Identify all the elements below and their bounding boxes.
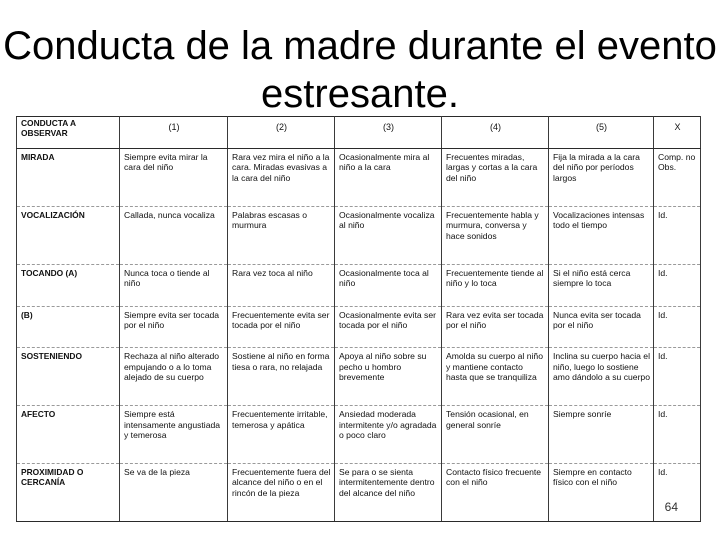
table-cell: Fija la mirada a la cara del niño por períodos largos [549, 149, 654, 207]
observation-table [16, 116, 701, 522]
table-row [17, 264, 701, 306]
header-behavior: CONDUCTA A OBSERVAR [17, 117, 120, 149]
header-col-4: (4) [442, 117, 549, 149]
table-cell: Rara vez evita ser tocada por el niño [442, 306, 549, 348]
table-cell: Ocasionalmente toca al niño [335, 264, 442, 306]
table-cell: Sostiene al niño en forma tiesa o rara, no relajada [228, 348, 335, 406]
header-col-2: (2) [228, 117, 335, 149]
table-row [17, 464, 701, 522]
table-cell: Ocasionalmente evita ser tocada por el niño [335, 306, 442, 348]
table-cell: Nunca toca o tiende al niño [120, 264, 228, 306]
table-cell: Contacto físico frecuente con el niño [442, 464, 549, 522]
row-label: (B) [17, 306, 120, 348]
header-col-5: (5) [549, 117, 654, 149]
table-cell: Frecuentemente irritable, temerosa y apática [228, 406, 335, 464]
table-cell: Se para o se sienta intermitentemente dentro del alcance del niño [335, 464, 442, 522]
table-cell: Vocalizaciones intensas todo el tiempo [549, 206, 654, 264]
observation-table-container [16, 116, 700, 522]
table-row [17, 348, 701, 406]
header-col-1: (1) [120, 117, 228, 149]
table-cell: Amolda su cuerpo al niño y mantiene contacto hasta que se tranquiliza [442, 348, 549, 406]
table-cell: Frecuentemente fuera del alcance del niño o en el rincón de la pieza [228, 464, 335, 522]
table-cell: Rara vez toca al niño [228, 264, 335, 306]
table-cell: Comp. no Obs. [654, 149, 701, 207]
table-cell: Frecuentemente tiende al niño y lo toca [442, 264, 549, 306]
table-cell: Ocasionalmente mira al niño a la cara [335, 149, 442, 207]
page-number: 64 [664, 500, 678, 514]
table-cell: Id. [654, 348, 701, 406]
row-label: VOCALIZACIÓN [17, 206, 120, 264]
table-cell: Inclina su cuerpo hacia el niño, luego lo sostiene amo dándolo a su cuerpo [549, 348, 654, 406]
header-col-x: X [654, 117, 701, 149]
table-cell: Ansiedad moderada intermitente y/o agradada o poco claro [335, 406, 442, 464]
table-cell: Rechaza al niño alterado empujando o a lo toma alejado de su cuerpo [120, 348, 228, 406]
table-cell: Siempre está intensamente angustiada y temerosa [120, 406, 228, 464]
table-cell: Tensión ocasional, en general sonríe [442, 406, 549, 464]
table-row [17, 149, 701, 207]
header-row [17, 117, 701, 149]
table-cell: Id. [654, 206, 701, 264]
table-cell: Nunca evita ser tocada por el niño [549, 306, 654, 348]
table-cell: Se va de la pieza [120, 464, 228, 522]
table-cell: Apoya al niño sobre su pecho u hombro brevemente [335, 348, 442, 406]
table-cell: Siempre evita ser tocada por el niño [120, 306, 228, 348]
table-cell: Palabras escasas o murmura [228, 206, 335, 264]
slide-title: Conducta de la madre durante el evento estresante. [3, 24, 717, 116]
table-cell: Id. [654, 264, 701, 306]
table-cell: Ocasionalmente vocaliza al niño [335, 206, 442, 264]
table-cell: Callada, nunca vocaliza [120, 206, 228, 264]
table-cell: Id. [654, 306, 701, 348]
table-cell: Frecuentemente habla y murmura, conversa y hace sonidos [442, 206, 549, 264]
table-cell: Siempre evita mirar la cara del niño [120, 149, 228, 207]
table-cell: Rara vez mira el niño a la cara. Miradas evasivas a la cara del niño [228, 149, 335, 207]
table-cell: Frecuentemente evita ser tocada por el niño [228, 306, 335, 348]
table-header [17, 117, 701, 149]
table-row [17, 406, 701, 464]
header-col-3: (3) [335, 117, 442, 149]
row-label: PROXIMIDAD O CERCANÍA [17, 464, 120, 522]
row-label: TOCANDO (A) [17, 264, 120, 306]
table-row [17, 306, 701, 348]
row-label: SOSTENIENDO [17, 348, 120, 406]
row-label: MIRADA [17, 149, 120, 207]
row-label: AFECTO [17, 406, 120, 464]
table-cell: Frecuentes miradas, largas y cortas a la cara del niño [442, 149, 549, 207]
table-cell: Siempre en contacto físico con el niño [549, 464, 654, 522]
table-cell: Id. [654, 406, 701, 464]
table-body [17, 149, 701, 522]
table-cell: Si el niño está cerca siempre lo toca [549, 264, 654, 306]
table-cell: Siempre sonríe [549, 406, 654, 464]
table-cell: Id. [654, 464, 701, 522]
table-row [17, 206, 701, 264]
